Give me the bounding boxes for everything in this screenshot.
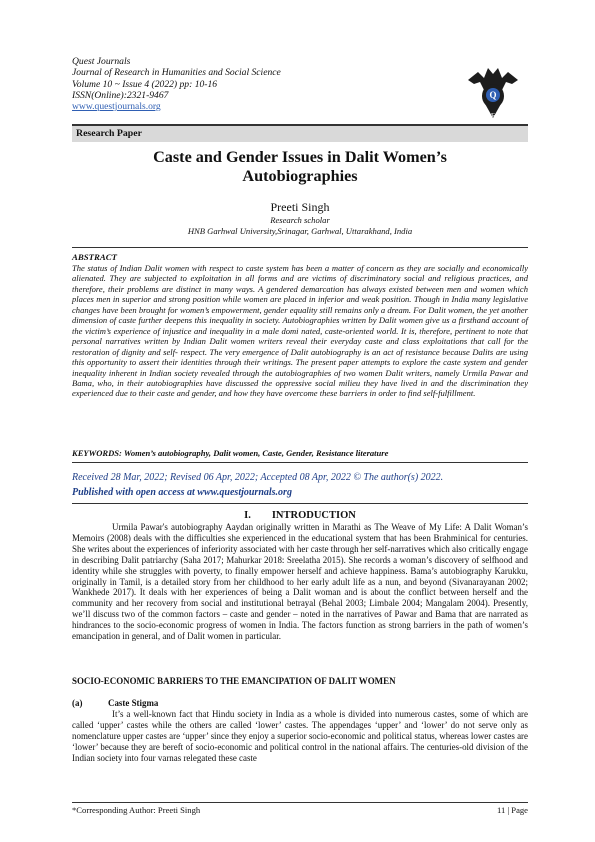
author-name: Preeti Singh bbox=[270, 200, 330, 214]
published-statement: Published with open access at www.questjournals.org bbox=[72, 487, 292, 498]
corresponding-author: *Corresponding Author: Preeti Singh bbox=[72, 805, 201, 815]
socio-economic-heading: SOCIO-ECONOMIC BARRIERS TO THE EMANCIPATION OF DALIT WOMEN bbox=[72, 676, 396, 686]
journal-volume: Volume 10 ~ Issue 4 (2022) pp: 10-16 bbox=[72, 78, 218, 90]
title-line-1: Caste and Gender Issues in Dalit Women’s bbox=[153, 148, 447, 166]
svg-text:Q: Q bbox=[489, 90, 497, 100]
band-label: Research Paper bbox=[76, 128, 142, 139]
author-role: Research scholar bbox=[270, 215, 330, 225]
journal-url-link[interactable]: www.questjournals.org bbox=[72, 101, 161, 113]
journal-name: Quest Journals bbox=[72, 56, 131, 67]
subsection-label: (a) bbox=[72, 698, 83, 708]
abstract-bottom-rule bbox=[72, 462, 528, 463]
research-paper-band bbox=[72, 124, 528, 142]
journal-header bbox=[72, 56, 392, 112]
journal-full-name: Journal of Research in Humanities and Social Science bbox=[72, 67, 281, 79]
abstract-top-rule bbox=[72, 247, 528, 248]
journal-issn: ISSN(Online):2321-9467 bbox=[72, 89, 169, 101]
introduction-heading: I. INTRODUCTION bbox=[244, 510, 356, 521]
abstract-body: The status of Indian Dalit women with respect to caste system has been a matter of concern as they are socially and economically alienated. They are subjected to exploitation in all forms and are victims of discriminatory social and religious practices, and therefore, their problems are distinct in many ways. A gendered demarcation has always existed between men and women which places men in superior and strong position while women are placed in inferior and weak position. Though in India many legislative changes have been brought for women’s empowerment, gender equality still remains only a dream. For Dalit women, the yet another dimension of caste further deepens this inequality in society. Autobiographies written by Dalit women give us a firsthand account of the victim’s experience of injustice and inequality in a male domi nated, caste-oriented world. It is, therefore, pertinent to note that personal narratives written by Indian Dalit women writers reveal their everyday caste and class exploitations that call for the restoration of dignity and self- respect. The very emergence of Dalit autobiography is an act of resistance because Dalits are using this opportunity to assert their identities through their writings. The present paper attempts to explore the caste system and gender inequality inherent in Indian society revealed through the autobiographies of two women Dalit writers, namely Urmila Pawar and Bama, who, in their autobiographies have discussed the oppressive social milieu they have lived in and the discrimination they experienced due to their caste and gender, and how they have overcome these barriers in order to find self-fulfillment. bbox=[72, 263, 528, 399]
title-line-2: Autobiographies bbox=[242, 167, 358, 185]
keywords: KEYWORDS: Women’s autobiography, Dalit women, Caste, Gender, Resistance literature bbox=[72, 448, 389, 458]
page-number: 11 | Page bbox=[497, 805, 528, 815]
abstract-heading: ABSTRACT bbox=[72, 252, 117, 262]
caste-stigma-body: It’s a well-known fact that Hindu society in India as a whole is divided into numerous castes, some of which are called ‘upper’ castes while the others are called ‘lower’ castes. The appendages ‘upper’ and ‘lower’ do not serve only as nomenclature upper castes are ‘upper’ since they enjoy a superior socio-economic and political status, whereas lower castes are ‘lower’ because they are bereft of socio-economic and political control in the national affairs. The centuries-old division of the Indian society into four varnas relegated these caste bbox=[72, 709, 528, 763]
quest-eagle-logo-icon bbox=[466, 62, 520, 120]
dates-bottom-rule bbox=[72, 503, 528, 504]
paper-title bbox=[72, 148, 528, 186]
received-dates: Received 28 Mar, 2022; Revised 06 Apr, 2022; Accepted 08 Apr, 2022 © The author(s) 2022. bbox=[72, 472, 444, 483]
publication-dates bbox=[72, 470, 528, 500]
page-footer bbox=[72, 802, 528, 815]
introduction-body: Urmila Pawar's autobiography Aaydan originally written in Marathi as The Weave of My Life: A Dalit Woman’s Memoirs (2008) deals with the difficulties she experienced in the educational system that has been Brahminical for centuries. She writes about the experiences of inferiority associated with her caste through her self-narratives which also critically engage in describing Dalit patriarchy (Saha 2017; Mahurkar 2018: Sreelatha 2015). She records a woman’s discovery of selfhood and identity while she struggles with poverty, to finally empower herself and achieve happiness. Bama’s autobiography Karukku, originally in Tamil, is a detailed story from her childhood to her early adult life as a nun, and beyond (Sivanarayanan 2002; Wankhede 2017). It deals with her experiences of being a Dalit woman and is about the conflict between herself and the community and her recovery from social and institutional betrayal (Behal 2003; Limbale 2004; Mangalam 2004). Presently, we’ll discuss two of the common factors – caste and gender – noted in the narratives of Pawar and Bama that are narrated as hindrances to the socio-economic progress of women in India. The factors function as strong barriers in the path of women’s emancipation in general, and of Dalit women in particular. bbox=[72, 522, 528, 642]
svg-text:QUEST: QUEST bbox=[484, 113, 502, 119]
subsection-title: Caste Stigma bbox=[108, 698, 159, 708]
author-affiliation: HNB Garhwal University,Srinagar, Garhwal, Uttarakhand, India bbox=[187, 226, 413, 236]
